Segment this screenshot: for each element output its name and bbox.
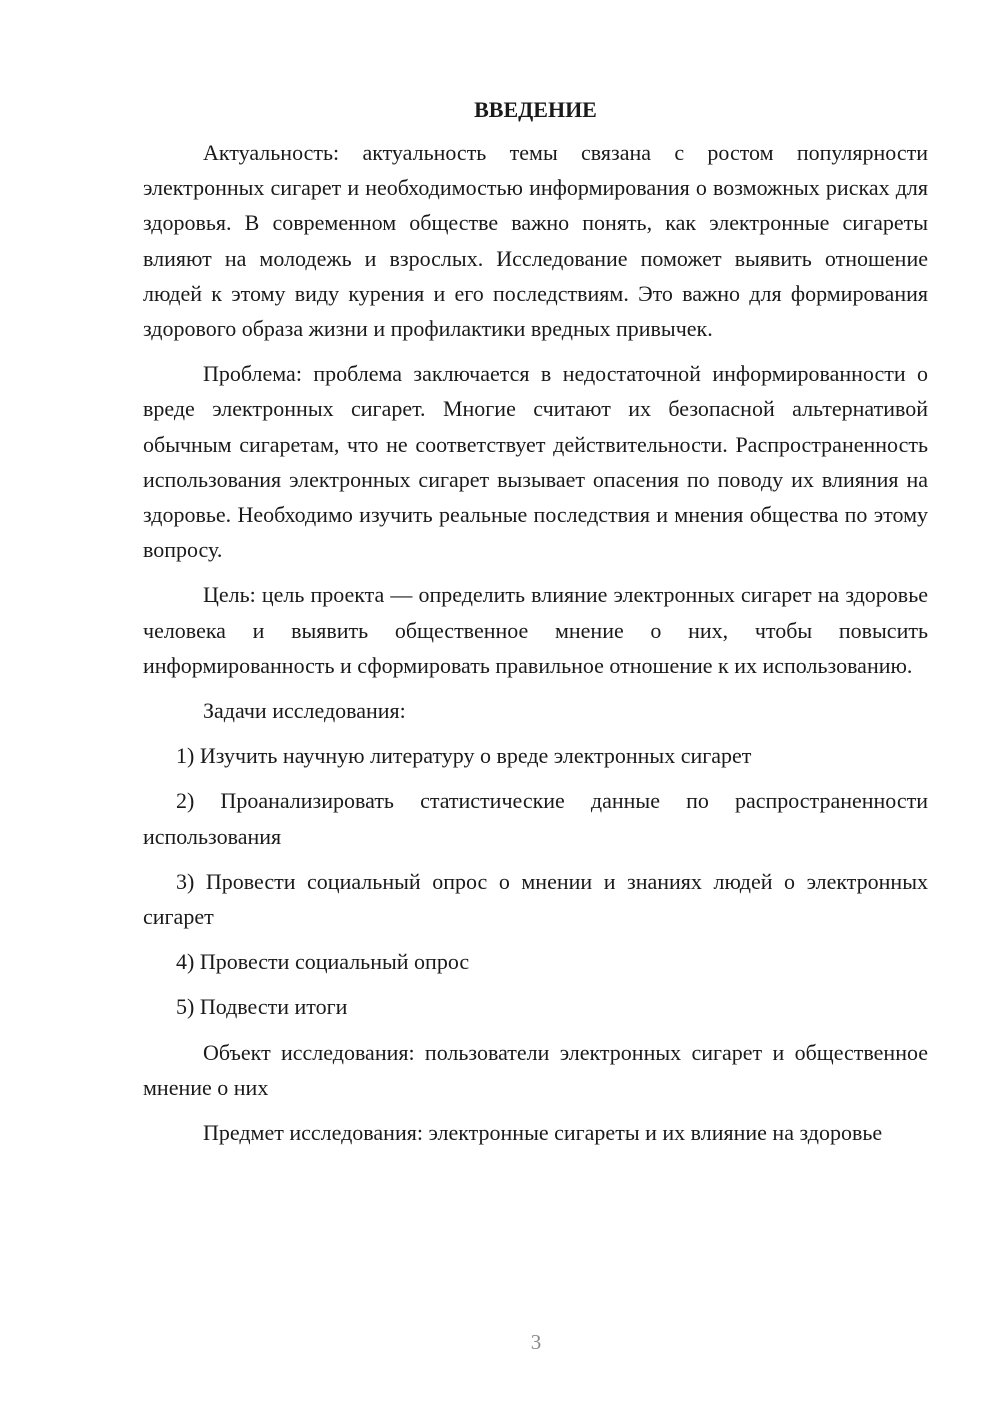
document-body (143, 92, 928, 1160)
subject-paragraph: Предмет исследования: электронные сигареты и их влияние на здоровье (203, 1120, 883, 1146)
task-item-3: 3) Провести социальный опрос о мнении и знаниях людей о электронных сигарет (143, 868, 928, 930)
task-item-1: 1) Изучить научную литературу о вреде электронных сигарет (176, 743, 752, 769)
goal-paragraph: Цель: цель проекта — определить влияние электронных сигарет на здоровье человека и выявить общественное мнение о них, чтобы повысить информированность и сформировать правильное отношение к их использованию. (143, 582, 928, 678)
page-title: ВВЕДЕНИЕ (474, 97, 597, 122)
object-paragraph: Объект исследования: пользователи электронных сигарет и общественное мнение о них (143, 1039, 928, 1100)
task-item-5: 5) Подвести итоги (176, 994, 348, 1020)
task-item-4: 4) Провести социальный опрос (176, 949, 470, 975)
page-number: 3 (530, 1330, 542, 1354)
relevance-paragraph: Актуальность: актуальность темы связана с ростом популярности электронных сигарет и необходимостью информирования о возможных рисках для здоровья. В современном обществе важно понять, как электронные сигареты влияют на молодежь и взрослых. Исследование поможет выявить отношение людей к этому виду курения и его последствиям. Это важно для формирования здорового образа жизни и профилактики вредных привычек. (143, 140, 928, 342)
tasks-heading: Задачи исследования: (203, 698, 406, 724)
task-item-2: 2) Проанализировать статистические данные по распространенности использования (143, 788, 928, 849)
problem-paragraph: Проблема: проблема заключается в недостаточной информированности о вреде электронных сигарет. Многие считают их безопасной альтернативой обычным сигаретам, что не соответствует действительности. Распространенность использования электронных сигарет вызывает опасения по поводу их влияния на здоровье. Необходимо изучить реальные последствия и мнения общества по этому вопросу. (143, 361, 928, 563)
